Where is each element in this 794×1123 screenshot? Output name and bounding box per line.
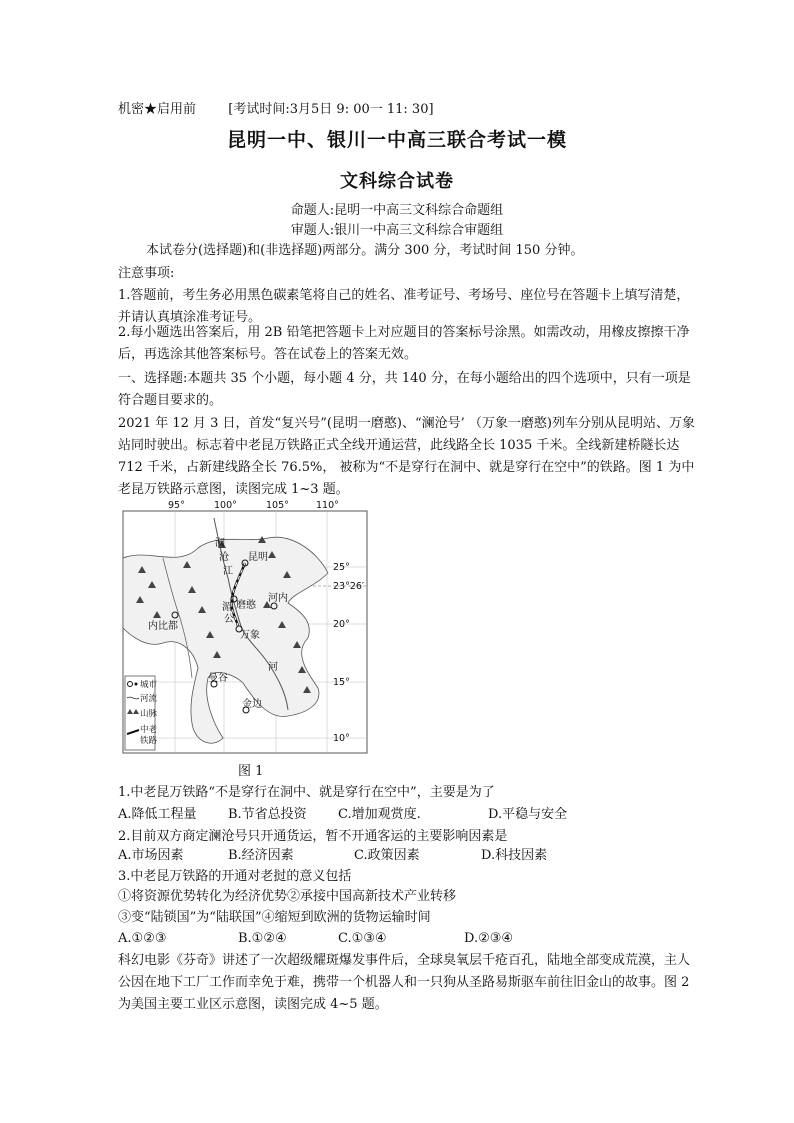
question-3-stem: 3.中老昆万铁路的开通对老挝的意义包括	[118, 869, 352, 884]
legend-river: 河流	[140, 694, 158, 704]
place-kunming: 昆明	[248, 552, 268, 563]
question-2-stem: 2.目前双方商定澜沧号只开通货运，暂不开通客运的主要影响因素是	[118, 829, 508, 844]
notice-title: 注意事项:	[118, 266, 175, 281]
place-bangkok: 曼谷	[208, 673, 228, 684]
lon-label-110: 110°	[316, 500, 339, 511]
question-3-item-2: ③变“陆锁国”为“陆联国”④缩短到欧洲的货物运输时间	[118, 910, 431, 925]
q3-option-c: C.①③④	[338, 931, 387, 946]
q2-option-d: D.科技因素	[481, 848, 548, 863]
intro-line: 本试卷分(选择题)和(非选择题)两部分。满分 300 分，考试时间 150 分钟。	[146, 243, 584, 258]
legend-city: 城市	[140, 680, 158, 690]
exam-subtitle: 文科综合试卷	[340, 171, 454, 192]
question-1-stem: 1.中老昆万铁路“不是穿行在洞中、就是穿行在空中”，主要是为了	[118, 785, 495, 800]
header-row	[118, 99, 698, 121]
q3-option-b: B.①②④	[238, 931, 287, 946]
river-char-1: 澜	[215, 538, 225, 549]
q1-option-b: B.节省总投资	[228, 807, 307, 822]
question-3-item-1: ①将资源优势转化为经济优势②承接中国高新技术产业转移	[118, 889, 457, 904]
confidential-label: 机密★启用前	[118, 102, 197, 117]
river-char-3: 江	[223, 566, 233, 577]
place-naypyidaw: 内比都	[148, 621, 178, 632]
exam-time: [考试时间:3月5日 9: 00一 11: 30]	[228, 102, 434, 117]
passage-1: 2021 年 12 月 3 日，首发“复兴号”(昆明一磨憨)、“澜沧号’ （万象一磨憨)列车分别从昆明站、万象站同时驶出。标志着中老昆万铁路正式全线开通运营，此线路全长 1035 千米。全线新建桥隧长达 712 千米，占新建线路全长 76.5%， 被称为“不是穿行在洞中、就是穿行在空中”的铁路。图 1 为中老昆万铁路示意图，读图完成 1~3 题。	[118, 416, 695, 497]
lat-label-25: 25°	[333, 562, 350, 573]
question-2-options	[118, 845, 698, 867]
river-char-6: 河	[268, 662, 278, 673]
section-1-heading: 一、选择题:本题共 35 个小题，每小题 4 分，共 140 分，在每小题给出的四个选项中，只有一项是符合题目要求的。	[118, 371, 691, 408]
lat-label-20: 20°	[333, 619, 350, 630]
lon-label-100: 100°	[214, 500, 237, 511]
notice-1: 1.答题前，考生务必用黑色碳素笔将自己的姓名、准考证号、考场号、座位号在答题卡上填写清楚，并请认真填涂准考证号。	[118, 288, 690, 325]
notice-2: 2.每小题选出答案后，用 2B 铅笔把答题卡上对应题目的答案标号涂黑。如需改动，用橡皮擦擦干净后，再选涂其他答案标号。答在试卷上的答案无效。	[118, 325, 690, 362]
question-1-options	[118, 804, 698, 826]
lat-label-10: 10°	[333, 733, 350, 744]
legend-railway-2: 铁路	[140, 736, 158, 746]
lon-label-95: 95°	[168, 500, 185, 511]
q2-option-a: A.市场因素	[118, 848, 184, 863]
q2-option-c: C.政策因素	[354, 848, 420, 863]
q2-option-b: B.经济因素	[228, 848, 294, 863]
q1-option-c: C.增加观赏度.	[338, 807, 421, 822]
reviewer-line: 审题人:银川一中高三文科综合审题组	[290, 223, 504, 238]
q3-option-a: A.①②③	[118, 931, 167, 946]
map-svg	[118, 498, 370, 760]
figure-1-caption: 图 1	[238, 764, 264, 779]
river-char-4: 湄	[222, 602, 232, 613]
exam-title: 昆明一中、银川一中高三联合考试一模	[226, 129, 567, 151]
figure-1-map	[118, 498, 370, 760]
lon-label-105: 105°	[266, 500, 289, 511]
place-vientiane: 万象	[240, 630, 260, 641]
q3-option-d: D.②③④	[464, 931, 514, 946]
legend-mountain: 山脉	[140, 709, 158, 719]
lat-label-15: 15°	[333, 677, 350, 688]
river-char-2: 沧	[219, 552, 229, 563]
question-3-options	[118, 928, 698, 950]
place-phnom-penh: 金边	[242, 699, 262, 710]
lat-label-tropic: 23°26′	[333, 581, 365, 592]
legend-railway-1: 中老	[140, 725, 158, 735]
place-hanoi: 河内	[268, 593, 288, 604]
q1-option-a: A.降低工程量	[118, 807, 197, 822]
passage-2: 科幻电影《芬奇》讲述了一次超级耀斑爆发事件后，全球臭氧层千疮百孔，陆地全部变成荒漠，主人公因在地下工厂工作而幸免于难，携带一个机器人和一只狗从圣路易斯驱车前往旧金山的故事。图 2 为美国主要工业区示意图，读图完成 4~5 题。	[118, 953, 691, 1012]
q1-option-d: D.平稳与安全	[488, 807, 568, 822]
setter-line: 命题人:昆明一中高三文科综合命题组	[290, 203, 504, 218]
river-char-5: 公	[224, 614, 234, 625]
place-mohan: 磨憨	[236, 600, 256, 611]
